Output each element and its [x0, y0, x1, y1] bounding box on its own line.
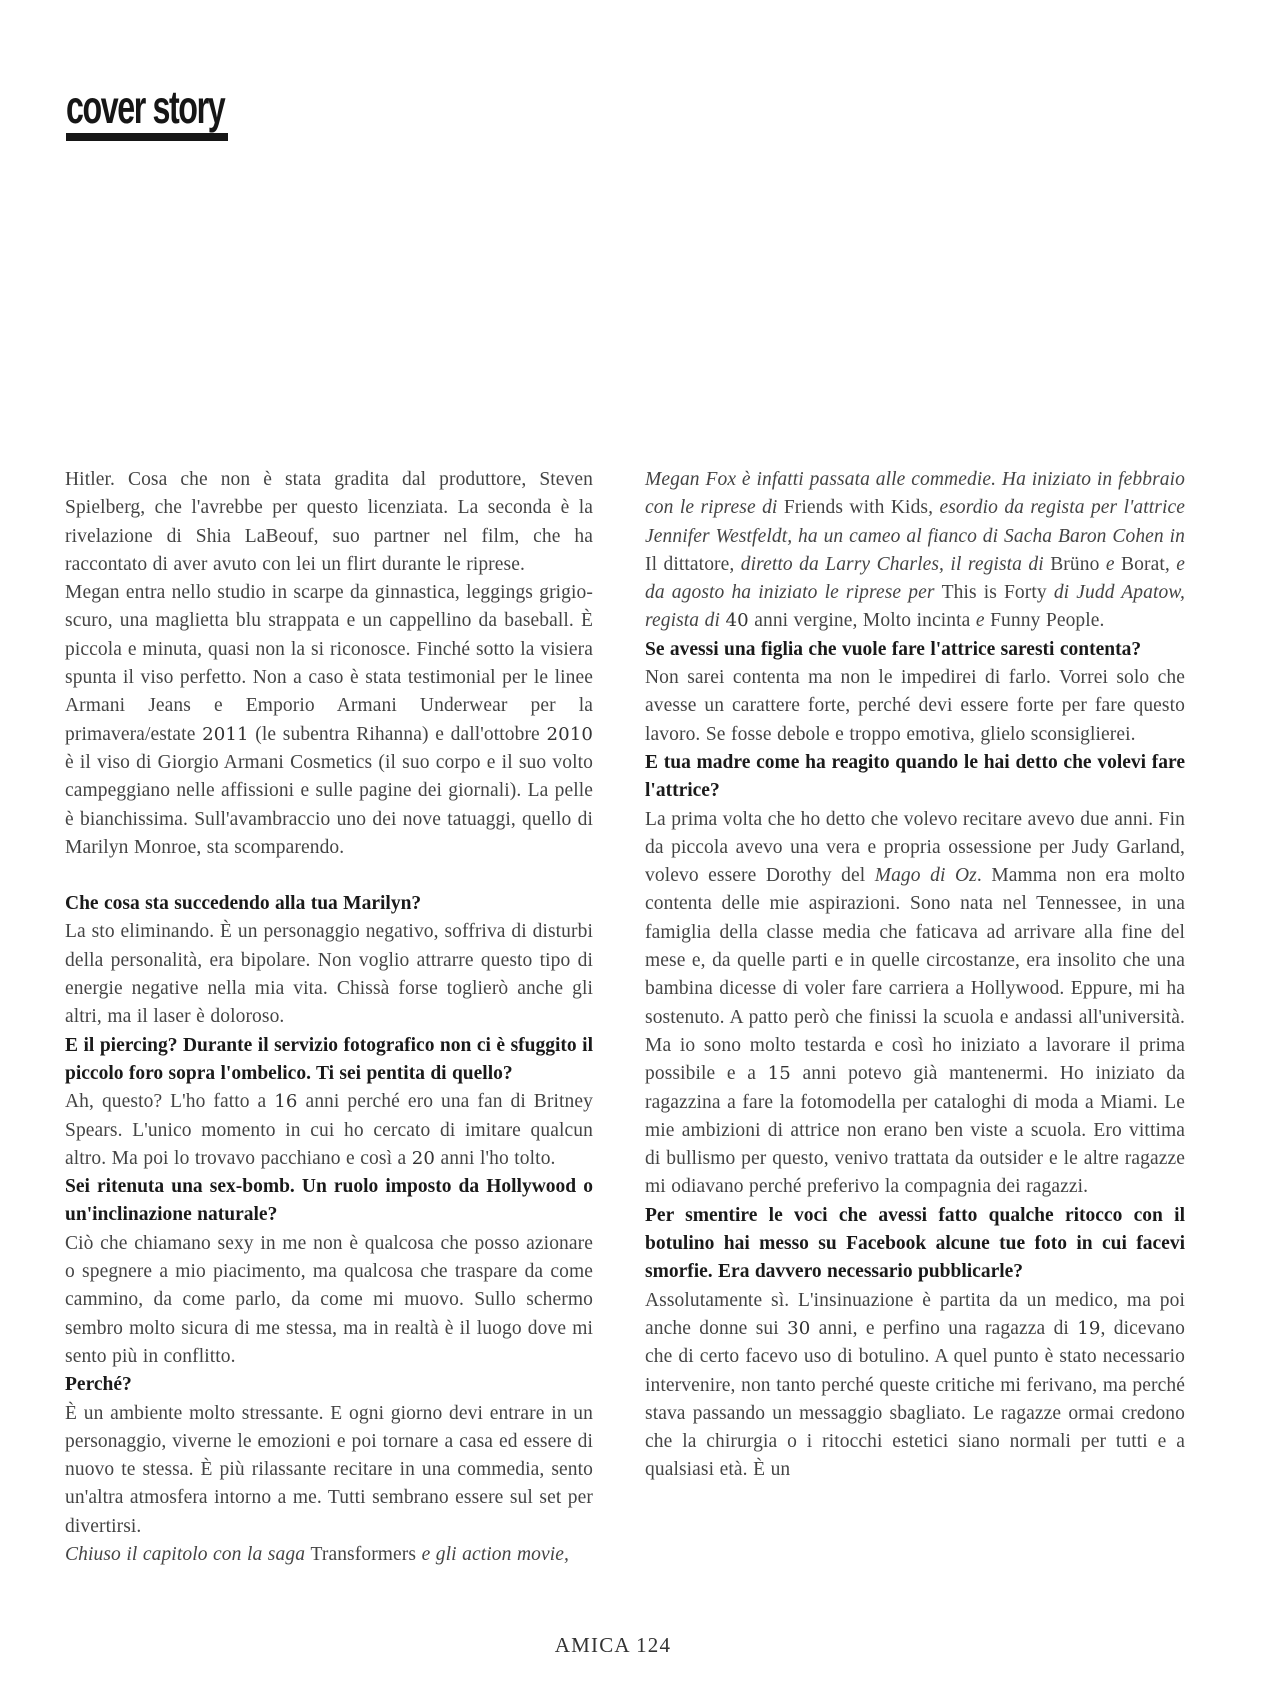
text-run: . Mamma non era molto contenta delle mie aspirazioni. Sono nata nel Tennessee, in una famiglia della classe media che faticava ad arrivare alla fine del mese e, da quelle parti e in quelle circostanze, era insolito che una bambina dicesse di voler fare carriera a Hollywood. Eppure, mi ha sostenuto. A patto però che finissi la scuola e andassi all'università. Ma io sono molto testarda e così ho iniziato a lavorare il prima possibile e a — [645, 865, 1185, 1085]
text-run: , diretto da Larry Charles, il regista di — [729, 553, 1051, 575]
text-run: Ciò che chiamano sexy in me non è qualcosa che posso azionare o spegnere a mio piacimento, ma qualcosa che traspare da come cammino, da come parlo, da come mi muovo. Sullo schermo sembro molto sicura di me stessa, ma in realtà è il luogo dove mi sento più in conflitto. — [65, 1232, 593, 1367]
text-run: e gli action movie, — [416, 1543, 570, 1565]
text-run: (le subentra Rihanna) e dall'ottobre — [248, 723, 547, 745]
text-run: Hitler. Cosa che non è stata gradita dal produttore, Steven Spielberg, che l'avrebbe per questo licenziata. La seconda è la rivelazione di Shia LaBeouf, suo partner nel film, che ha raccontato di aver avuto con lei un flirt durante le riprese. — [65, 469, 593, 575]
text-run: anni l'ho tolto. — [435, 1147, 556, 1169]
article-paragraph — [645, 664, 1185, 749]
text-run: , esordio da regista per l'attrice Jennifer Westfeldt, ha un cameo al fianco di Sacha Baron Cohen in — [645, 497, 1186, 547]
section-kicker: cover story — [66, 81, 225, 133]
interview-question — [65, 890, 593, 918]
text-run: 2010 — [546, 723, 593, 745]
text-run: 30 — [787, 1317, 811, 1339]
narration-paragraph — [65, 1541, 593, 1569]
text-run: E tua madre come ha reagito quando le hai detto che volevi fare l'attrice? — [645, 751, 1185, 802]
text-run: di Judd Apatow, regista di — [645, 582, 1185, 632]
article-paragraph — [65, 1088, 593, 1173]
text-run: 15 — [767, 1063, 791, 1085]
text-run: Per smentire le voci che avessi fatto qualche ritocco con il botulino hai messo su Facebook alcune tue foto in cui facevi smorfie. Era davvero necessario pubblicarle? — [645, 1204, 1185, 1283]
text-run: Che cosa sta succedendo alla tua Marilyn? — [65, 893, 422, 915]
interview-question — [65, 1371, 593, 1399]
text-run: Chiuso il capitolo con la saga — [65, 1543, 311, 1565]
text-run: Mago di Oz — [874, 865, 977, 887]
text-run: Friends with Kids — [783, 497, 929, 519]
text-run: La sto eliminando. È un personaggio negativo, soffriva di disturbi della personalità, era bipolare. Non voglio attrarre questo tipo di energie negative nella mia vita. Chissà forse toglierò anche gli altri, ma il laser è doloroso. — [65, 921, 593, 1028]
text-run: anni potevo già mantenermi. Ho iniziato da ragazzina a fare la fotomodella per cataloghi di moda a Miami. Le mie ambizioni di attrice non erano ben viste a scuola. Ero vittima di bullismo per questo, venivo trattata da outsider e le altre ragazze mi odiavano perché preferivo la compagnia dei ragazzi. — [645, 1063, 1185, 1198]
text-run: Ah, questo? L'ho fatto a — [65, 1091, 275, 1113]
text-run: Funny People. — [990, 610, 1105, 632]
text-run: This is Forty — [941, 582, 1047, 604]
narration-paragraph — [645, 466, 1185, 636]
text-run: anni vergine, Molto incinta — [748, 610, 976, 632]
article-paragraph — [65, 1230, 593, 1371]
text-run: Sei ritenuta una sex-bomb. Un ruolo imposto da Hollywood o un'inclinazione naturale? — [65, 1176, 593, 1226]
article-paragraph — [65, 466, 593, 579]
article-paragraph — [645, 806, 1185, 1202]
interview-question — [65, 1032, 593, 1089]
text-run: Se avessi una figlia che vuole fare l'attrice saresti contenta? — [645, 638, 1142, 660]
article-paragraph — [65, 918, 593, 1031]
text-run: Transformers — [310, 1543, 417, 1565]
text-run: e — [1099, 553, 1122, 575]
text-run: La prima volta che ho detto che volevo recitare avevo due anni. Fin da piccola avevo una vera e propria ossessione per Judy Garland, volevo essere Dorothy del — [645, 808, 1185, 887]
text-run: Assolutamente sì. L'insinuazione è partita da un medico, ma poi anche donne sui — [645, 1289, 1185, 1339]
text-run: 2011 — [202, 723, 249, 745]
text-run: Non sarei contenta ma non le impedirei di farlo. Vorrei solo che avesse un carattere forte, perché devi essere forte per fare questo lavoro. Se fosse debole e troppo emotiva, glielo sconsiglierei. — [645, 667, 1185, 745]
article-column-left — [65, 466, 593, 1569]
article-paragraph — [65, 579, 593, 862]
text-run: Brüno — [1050, 553, 1100, 575]
interview-question — [645, 636, 1185, 664]
text-run: È un ambiente molto stressante. E ogni giorno devi entrare in un personaggio, viverne le emozioni e poi tornare a casa ed essere di nuovo te stessa. È più rilassante recitare in una commedia, sento un'altra atmosfera intorno a me. Tutti sembrano essere sul set per divertirsi. — [65, 1402, 593, 1537]
text-run: , e da agosto ha iniziato le riprese per — [645, 553, 1185, 604]
text-run: E il piercing? Durante il servizio fotografico non ci è sfuggito il piccolo foro sopra l'ombelico. Ti sei pentita di quello? — [65, 1034, 593, 1084]
text-run: anni perché ero una fan di Britney Spears. L'unico momento in cui ho cercato di imitare qualcun altro. Ma poi lo trovavo pacchiano e così a — [65, 1091, 593, 1169]
kicker-underline-rule — [66, 133, 228, 141]
text-run: 40 — [725, 610, 749, 632]
article-column-right — [645, 466, 1185, 1485]
text-run: è il viso di Giorgio Armani Cosmetics (il suo corpo e il suo volto campeggiano nelle affissioni e sulle pagine dei giornali). La pelle è bianchissima. Sull'avambraccio uno dei nove tatuaggi, quello di Marilyn Monroe, sta scomparendo. — [65, 751, 593, 858]
text-run: Megan entra nello studio in scarpe da ginnastica, leggings grigio-scuro, una maglietta blu strappata e un cappellino da baseball. È piccola e minuta, quasi non la si riconosce. Finché sotto la visiera spunta il viso perfetto. Non a caso è stata testimonial per le linee Armani Jeans e Emporio Armani Underwear per la primavera/estate — [65, 582, 593, 745]
article-paragraph — [645, 1287, 1185, 1485]
interview-question — [65, 1173, 593, 1230]
text-run: 16 — [274, 1091, 298, 1113]
text-run: e — [975, 610, 991, 632]
text-run: Perché? — [65, 1374, 132, 1396]
page-footer-folio: AMICA 124 — [554, 1633, 672, 1657]
text-run: Il dittatore — [645, 553, 730, 575]
text-run: anni, e perfino una ragazza di — [810, 1317, 1078, 1339]
text-run: 19 — [1077, 1317, 1101, 1339]
text-run: , dicevano che di certo facevo uso di botulino. A quel punto è stato necessario intervenire, non tanto perché queste critiche mi ferivano, ma perché stava passando un messaggio sbagliato. Le ragazze ormai credono che la chirurgia o i ritocchi estetici siano normali per tutti e a qualsiasi età. È un — [645, 1317, 1185, 1481]
text-run: Megan Fox è infatti passata alle commedie. Ha iniziato in febbraio con le riprese di — [645, 469, 1185, 519]
interview-question — [645, 749, 1185, 806]
article-paragraph — [65, 1400, 593, 1541]
interview-question — [645, 1202, 1185, 1287]
text-run: 20 — [411, 1147, 436, 1169]
text-run: Borat — [1121, 553, 1165, 575]
